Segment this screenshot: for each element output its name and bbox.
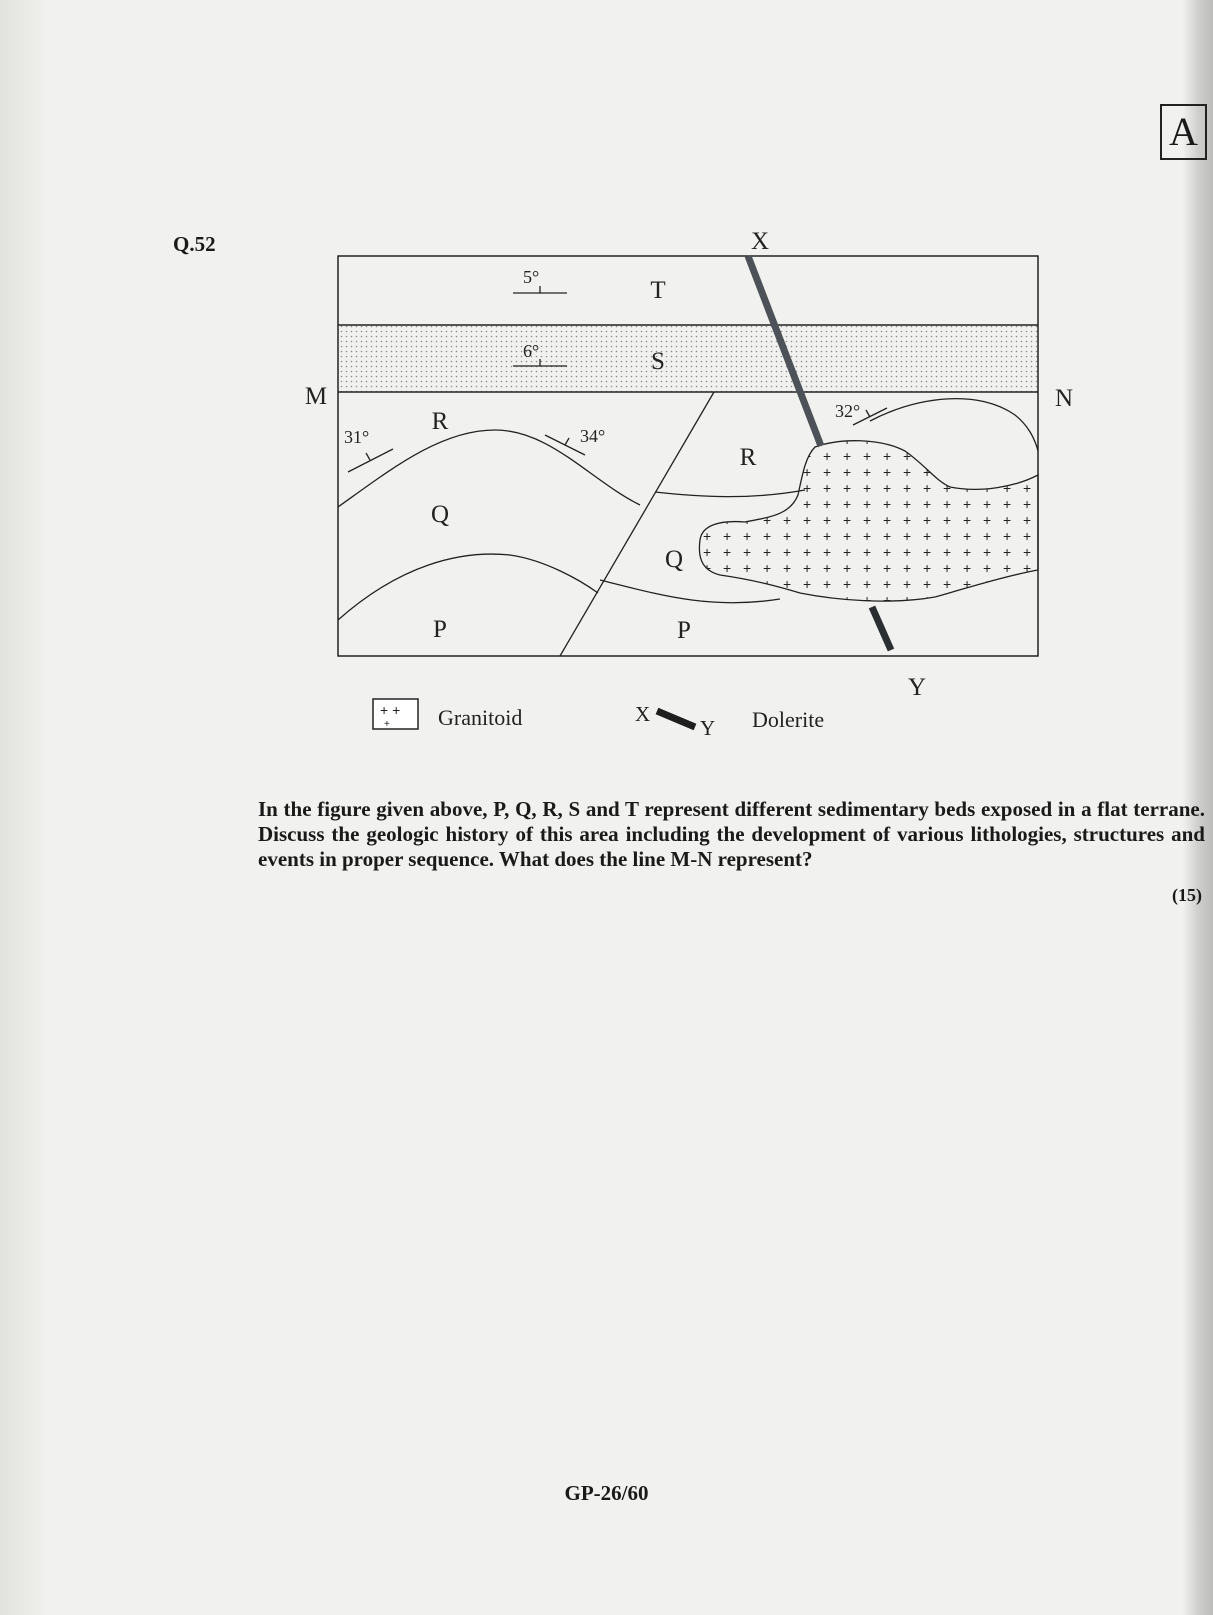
label-m: M bbox=[304, 383, 328, 410]
contact-upper-right bbox=[870, 399, 1038, 451]
contact-r-q-right bbox=[655, 490, 805, 497]
question-marks: (15) bbox=[1172, 885, 1202, 905]
bed-label-s: S bbox=[651, 348, 665, 375]
question-number: Q.52 bbox=[173, 232, 216, 256]
bed-s-stipple bbox=[338, 325, 1038, 392]
dip-label-34: 34° bbox=[580, 426, 606, 446]
page-footer: GP-26/60 bbox=[564, 1481, 649, 1505]
dip-label-31: 31° bbox=[344, 427, 370, 447]
dip-label-32: 32° bbox=[835, 401, 861, 421]
bed-label-p-left: P bbox=[433, 616, 447, 643]
page-left-edge bbox=[0, 0, 44, 1615]
svg-text:+: + bbox=[384, 719, 390, 730]
contact-q-p-right bbox=[600, 580, 780, 603]
bed-label-r-left: R bbox=[431, 408, 449, 435]
bed-label-q-right: Q bbox=[664, 546, 684, 573]
legend-granitoid-label: Granitoid bbox=[438, 705, 523, 730]
geologic-map-figure bbox=[280, 225, 1180, 745]
strike-dip-symbol-31 bbox=[348, 449, 393, 472]
legend-dolerite-x: X bbox=[635, 702, 651, 726]
label-x: X bbox=[750, 228, 770, 255]
legend-dolerite-label: Dolerite bbox=[752, 707, 825, 732]
bed-label-t: T bbox=[650, 277, 666, 304]
legend-granitoid-swatch bbox=[373, 699, 418, 730]
label-y: Y bbox=[907, 674, 927, 701]
contact-q-p-left bbox=[338, 554, 598, 620]
bed-label-r-right: R bbox=[739, 444, 757, 471]
legend-dolerite-y: Y bbox=[700, 716, 716, 740]
bed-label-q-left: Q bbox=[430, 501, 450, 528]
label-n: N bbox=[1054, 385, 1074, 412]
question-text: In the figure given above, P, Q, R, S and T represent different sedimentary beds exposed in a flat terrane. Discuss the geologic history of this area including the development of various lithologies, structures and events in proper sequence. What does the line M-N represent? bbox=[258, 797, 1205, 871]
svg-text:+ +: + + bbox=[380, 702, 401, 718]
set-code-box: A bbox=[1160, 104, 1207, 160]
dip-label-t: 5° bbox=[523, 267, 540, 287]
bed-label-p-right: P bbox=[677, 617, 691, 644]
dip-label-s: 6° bbox=[523, 341, 540, 361]
dolerite-dyke-lower bbox=[872, 607, 891, 650]
strike-dip-symbol-t bbox=[513, 286, 567, 293]
strike-dip-symbol-34 bbox=[545, 435, 585, 455]
legend-dolerite-swatch bbox=[657, 711, 695, 727]
